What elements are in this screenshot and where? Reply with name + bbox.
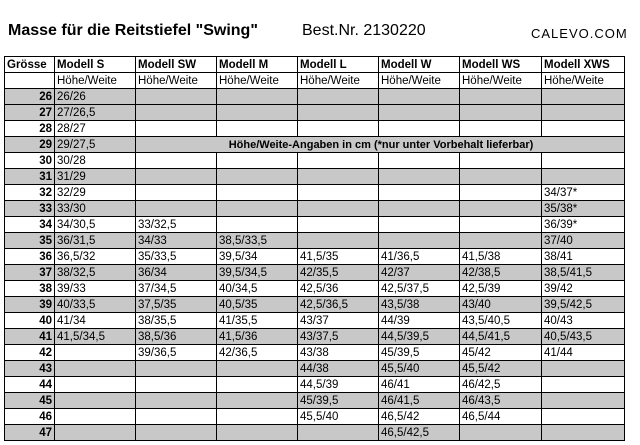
size-cell: 37 xyxy=(5,265,55,281)
size-cell: 44 xyxy=(5,377,55,393)
measurement-cell: 43/37 xyxy=(298,313,379,329)
measurement-cell: 39,5/34 xyxy=(217,249,298,265)
measurement-cell xyxy=(542,409,625,425)
measure-subheader: Höhe/Weite xyxy=(55,73,136,89)
table-row xyxy=(5,121,625,137)
measurement-cell xyxy=(217,361,298,377)
measurement-cell xyxy=(136,169,217,185)
measurement-cell: 45,5/40 xyxy=(379,361,460,377)
measurement-cell: 38/41 xyxy=(542,249,625,265)
measurement-cell xyxy=(379,153,460,169)
measurement-cell: 36,5/32 xyxy=(55,249,136,265)
measurement-cell: 33/30 xyxy=(55,201,136,217)
measurement-cell: 42,5/36 xyxy=(298,281,379,297)
measurement-cell: 37/34,5 xyxy=(136,281,217,297)
measurement-cell: 40/43 xyxy=(542,313,625,329)
measurement-cell: 41/34 xyxy=(55,313,136,329)
page-title: Masse für die Reitstiefel "Swing" xyxy=(8,22,258,39)
measurement-cell: 38,5/36 xyxy=(136,329,217,345)
table-row xyxy=(5,185,625,201)
measurement-cell: 44/38 xyxy=(298,361,379,377)
measurement-cell: 42,5/37,5 xyxy=(379,281,460,297)
measurement-cell: 46,5/42,5 xyxy=(379,425,460,441)
measurement-cell xyxy=(542,105,625,121)
measurement-cell: 39/33 xyxy=(55,281,136,297)
measurement-cell xyxy=(460,201,542,217)
table-row xyxy=(5,201,625,217)
size-table xyxy=(4,56,625,441)
size-cell: 43 xyxy=(5,361,55,377)
table-row xyxy=(5,313,625,329)
measurement-cell xyxy=(379,121,460,137)
table-row xyxy=(5,153,625,169)
measurement-cell xyxy=(542,377,625,393)
measurement-cell: 39,5/42,5 xyxy=(542,297,625,313)
measure-subheader: Höhe/Weite xyxy=(217,73,298,89)
measurement-cell xyxy=(298,233,379,249)
measurement-cell: 46/43,5 xyxy=(460,393,542,409)
measurement-cell: 41/44 xyxy=(542,345,625,361)
measurement-cell xyxy=(379,185,460,201)
measurement-cell: 46/41 xyxy=(379,377,460,393)
measurement-cell: 27/26,5 xyxy=(55,105,136,121)
measurement-cell xyxy=(460,89,542,105)
measurement-cell xyxy=(542,89,625,105)
order-number: Best.Nr. 2130220 xyxy=(302,22,426,39)
measurement-cell: 41/35,5 xyxy=(217,313,298,329)
measurement-cell xyxy=(460,153,542,169)
table-row xyxy=(5,329,625,345)
measurement-cell xyxy=(298,169,379,185)
measure-subheader: Höhe/Weite xyxy=(298,73,379,89)
measurement-cell xyxy=(298,121,379,137)
measurement-cell: 35/33,5 xyxy=(136,249,217,265)
size-cell: 40 xyxy=(5,313,55,329)
measurement-cell: 37,5/35 xyxy=(136,297,217,313)
measurement-cell xyxy=(542,169,625,185)
measurement-cell: 41,5/36 xyxy=(217,329,298,345)
measurement-cell xyxy=(379,105,460,121)
measurement-cell xyxy=(460,233,542,249)
size-cell: 45 xyxy=(5,393,55,409)
measurement-cell xyxy=(136,121,217,137)
measurement-cell: 42/36,5 xyxy=(217,345,298,361)
size-cell: 27 xyxy=(5,105,55,121)
measurement-cell: 37/40 xyxy=(542,233,625,249)
measurement-cell xyxy=(460,121,542,137)
measurement-cell xyxy=(55,393,136,409)
size-cell: 32 xyxy=(5,185,55,201)
measurement-cell xyxy=(460,185,542,201)
measurement-cell xyxy=(298,201,379,217)
size-cell: 39 xyxy=(5,297,55,313)
table-row xyxy=(5,137,625,153)
model-header: Modell S xyxy=(55,57,136,73)
measurement-cell xyxy=(298,153,379,169)
measurement-cell xyxy=(298,105,379,121)
measurement-cell: 32/29 xyxy=(55,185,136,201)
table-row xyxy=(5,233,625,249)
table-row xyxy=(5,425,625,441)
measurement-cell: 46/42,5 xyxy=(460,377,542,393)
measurement-cell: 45,5/40 xyxy=(298,409,379,425)
measurement-cell xyxy=(217,217,298,233)
measurement-cell xyxy=(298,185,379,201)
measurement-cell xyxy=(217,409,298,425)
measurement-cell xyxy=(136,377,217,393)
measurement-cell xyxy=(217,393,298,409)
measurement-cell: 44,5/39 xyxy=(298,377,379,393)
table-row xyxy=(5,105,625,121)
measurement-cell: 41/36,5 xyxy=(379,249,460,265)
measurement-cell: 45,5/42 xyxy=(460,361,542,377)
measurement-cell: 39/36,5 xyxy=(136,345,217,361)
measurement-cell: 42/35,5 xyxy=(298,265,379,281)
measurement-cell: 38/32,5 xyxy=(55,265,136,281)
table-row xyxy=(5,345,625,361)
table-row xyxy=(5,409,625,425)
measurement-cell: 42,5/36,5 xyxy=(298,297,379,313)
page-header xyxy=(0,0,640,56)
measurement-cell xyxy=(217,201,298,217)
measurement-cell: 40/34,5 xyxy=(217,281,298,297)
measurement-cell: 41,5/38 xyxy=(460,249,542,265)
measurement-cell: 36/34 xyxy=(136,265,217,281)
measurement-cell: 34/33 xyxy=(136,233,217,249)
measurement-cell xyxy=(55,425,136,441)
size-column-header: Grösse xyxy=(5,57,55,73)
measurement-cell: 45/39,5 xyxy=(298,393,379,409)
measurement-cell: 43,5/38 xyxy=(379,297,460,313)
measurement-cell xyxy=(298,425,379,441)
size-cell: 31 xyxy=(5,169,55,185)
table-row xyxy=(5,217,625,233)
measurement-cell xyxy=(136,393,217,409)
measurement-cell: 43/37,5 xyxy=(298,329,379,345)
measurement-cell xyxy=(379,169,460,185)
table-subheader-row xyxy=(5,73,625,89)
measurement-cell xyxy=(460,169,542,185)
size-cell: 36 xyxy=(5,249,55,265)
measurement-cell xyxy=(136,153,217,169)
measurement-cell xyxy=(379,89,460,105)
measurement-cell xyxy=(217,105,298,121)
availability-note: Höhe/Weite-Angaben in cm (*nur unter Vorbehalt lieferbar) xyxy=(136,137,625,153)
measurement-cell xyxy=(379,233,460,249)
size-cell: 29 xyxy=(5,137,55,153)
measure-subheader: Höhe/Weite xyxy=(460,73,542,89)
measurement-cell: 40,5/35 xyxy=(217,297,298,313)
size-cell: 28 xyxy=(5,121,55,137)
model-header: Modell XWS xyxy=(542,57,625,73)
table-row xyxy=(5,281,625,297)
measurement-cell: 30/28 xyxy=(55,153,136,169)
size-cell: 34 xyxy=(5,217,55,233)
table-row xyxy=(5,297,625,313)
measurement-cell xyxy=(136,409,217,425)
measurement-cell xyxy=(217,121,298,137)
measurement-cell xyxy=(542,425,625,441)
measurement-cell xyxy=(217,425,298,441)
measurement-cell: 36/39* xyxy=(542,217,625,233)
measurement-cell xyxy=(542,121,625,137)
size-cell: 42 xyxy=(5,345,55,361)
model-header: Modell WS xyxy=(460,57,542,73)
measurement-cell: 42/38,5 xyxy=(460,265,542,281)
table-row xyxy=(5,265,625,281)
measurement-cell xyxy=(136,201,217,217)
measurement-cell: 40/33,5 xyxy=(55,297,136,313)
measurement-cell xyxy=(217,377,298,393)
measurement-cell xyxy=(136,185,217,201)
measurement-cell xyxy=(379,201,460,217)
measurement-cell: 36/31,5 xyxy=(55,233,136,249)
measurement-cell: 43,5/40,5 xyxy=(460,313,542,329)
measurement-cell xyxy=(55,345,136,361)
measurement-cell xyxy=(298,217,379,233)
table-row xyxy=(5,393,625,409)
measurement-cell: 34/37* xyxy=(542,185,625,201)
measurement-cell: 38,5/41,5 xyxy=(542,265,625,281)
measurement-cell xyxy=(136,105,217,121)
measurement-cell xyxy=(460,105,542,121)
measurement-cell xyxy=(217,185,298,201)
measurement-cell: 34/30,5 xyxy=(55,217,136,233)
table-row xyxy=(5,89,625,105)
model-header: Modell L xyxy=(298,57,379,73)
size-cell: 46 xyxy=(5,409,55,425)
measurement-cell xyxy=(55,377,136,393)
measurement-cell: 41,5/34,5 xyxy=(55,329,136,345)
table-header-row xyxy=(5,57,625,73)
measurement-cell: 35/38* xyxy=(542,201,625,217)
measurement-cell xyxy=(460,425,542,441)
measurement-cell xyxy=(136,89,217,105)
measure-subheader: Höhe/Weite xyxy=(542,73,625,89)
model-header: Modell W xyxy=(379,57,460,73)
size-cell: 35 xyxy=(5,233,55,249)
measurement-cell: 45/39,5 xyxy=(379,345,460,361)
size-cell: 26 xyxy=(5,89,55,105)
measurement-cell: 26/26 xyxy=(55,89,136,105)
measurement-cell: 43/40 xyxy=(460,297,542,313)
measurement-cell: 38,5/33,5 xyxy=(217,233,298,249)
measurement-cell: 44,5/41,5 xyxy=(460,329,542,345)
measurement-cell: 42,5/39 xyxy=(460,281,542,297)
measure-subheader: Höhe/Weite xyxy=(379,73,460,89)
measurement-cell xyxy=(55,361,136,377)
measurement-cell xyxy=(55,409,136,425)
model-header: Modell M xyxy=(217,57,298,73)
table-row xyxy=(5,249,625,265)
measurement-cell: 43/38 xyxy=(298,345,379,361)
measurement-cell xyxy=(379,217,460,233)
table-row xyxy=(5,169,625,185)
measurement-cell xyxy=(542,153,625,169)
measurement-cell: 42/37 xyxy=(379,265,460,281)
table-row xyxy=(5,361,625,377)
size-subheader-cell xyxy=(5,73,55,89)
measure-subheader: Höhe/Weite xyxy=(136,73,217,89)
brand-name: CALEVO.COM xyxy=(531,26,628,41)
measurement-cell: 46,5/42 xyxy=(379,409,460,425)
measurement-cell: 45/42 xyxy=(460,345,542,361)
size-cell: 41 xyxy=(5,329,55,345)
size-cell: 47 xyxy=(5,425,55,441)
measurement-cell: 33/32,5 xyxy=(136,217,217,233)
measurement-cell xyxy=(136,361,217,377)
measurement-cell xyxy=(136,425,217,441)
measurement-cell: 46,5/44 xyxy=(460,409,542,425)
size-cell: 38 xyxy=(5,281,55,297)
measurement-cell xyxy=(542,361,625,377)
measurement-cell: 39/42 xyxy=(542,281,625,297)
measurement-cell xyxy=(217,153,298,169)
measurement-cell: 29/27,5 xyxy=(55,137,136,153)
measurement-cell: 31/29 xyxy=(55,169,136,185)
measurement-cell: 44,5/39,5 xyxy=(379,329,460,345)
table-row xyxy=(5,377,625,393)
size-cell: 33 xyxy=(5,201,55,217)
measurement-cell: 28/27 xyxy=(55,121,136,137)
measurement-cell: 41,5/35 xyxy=(298,249,379,265)
measurement-cell: 38/35,5 xyxy=(136,313,217,329)
measurement-cell: 46/41,5 xyxy=(379,393,460,409)
model-header: Modell SW xyxy=(136,57,217,73)
measurement-cell: 39,5/34,5 xyxy=(217,265,298,281)
measurement-cell xyxy=(298,89,379,105)
measurement-cell xyxy=(217,169,298,185)
size-cell: 30 xyxy=(5,153,55,169)
measurement-cell: 44/39 xyxy=(379,313,460,329)
measurement-cell xyxy=(460,217,542,233)
measurement-cell xyxy=(542,393,625,409)
measurement-cell: 40,5/43,5 xyxy=(542,329,625,345)
measurement-cell xyxy=(217,89,298,105)
